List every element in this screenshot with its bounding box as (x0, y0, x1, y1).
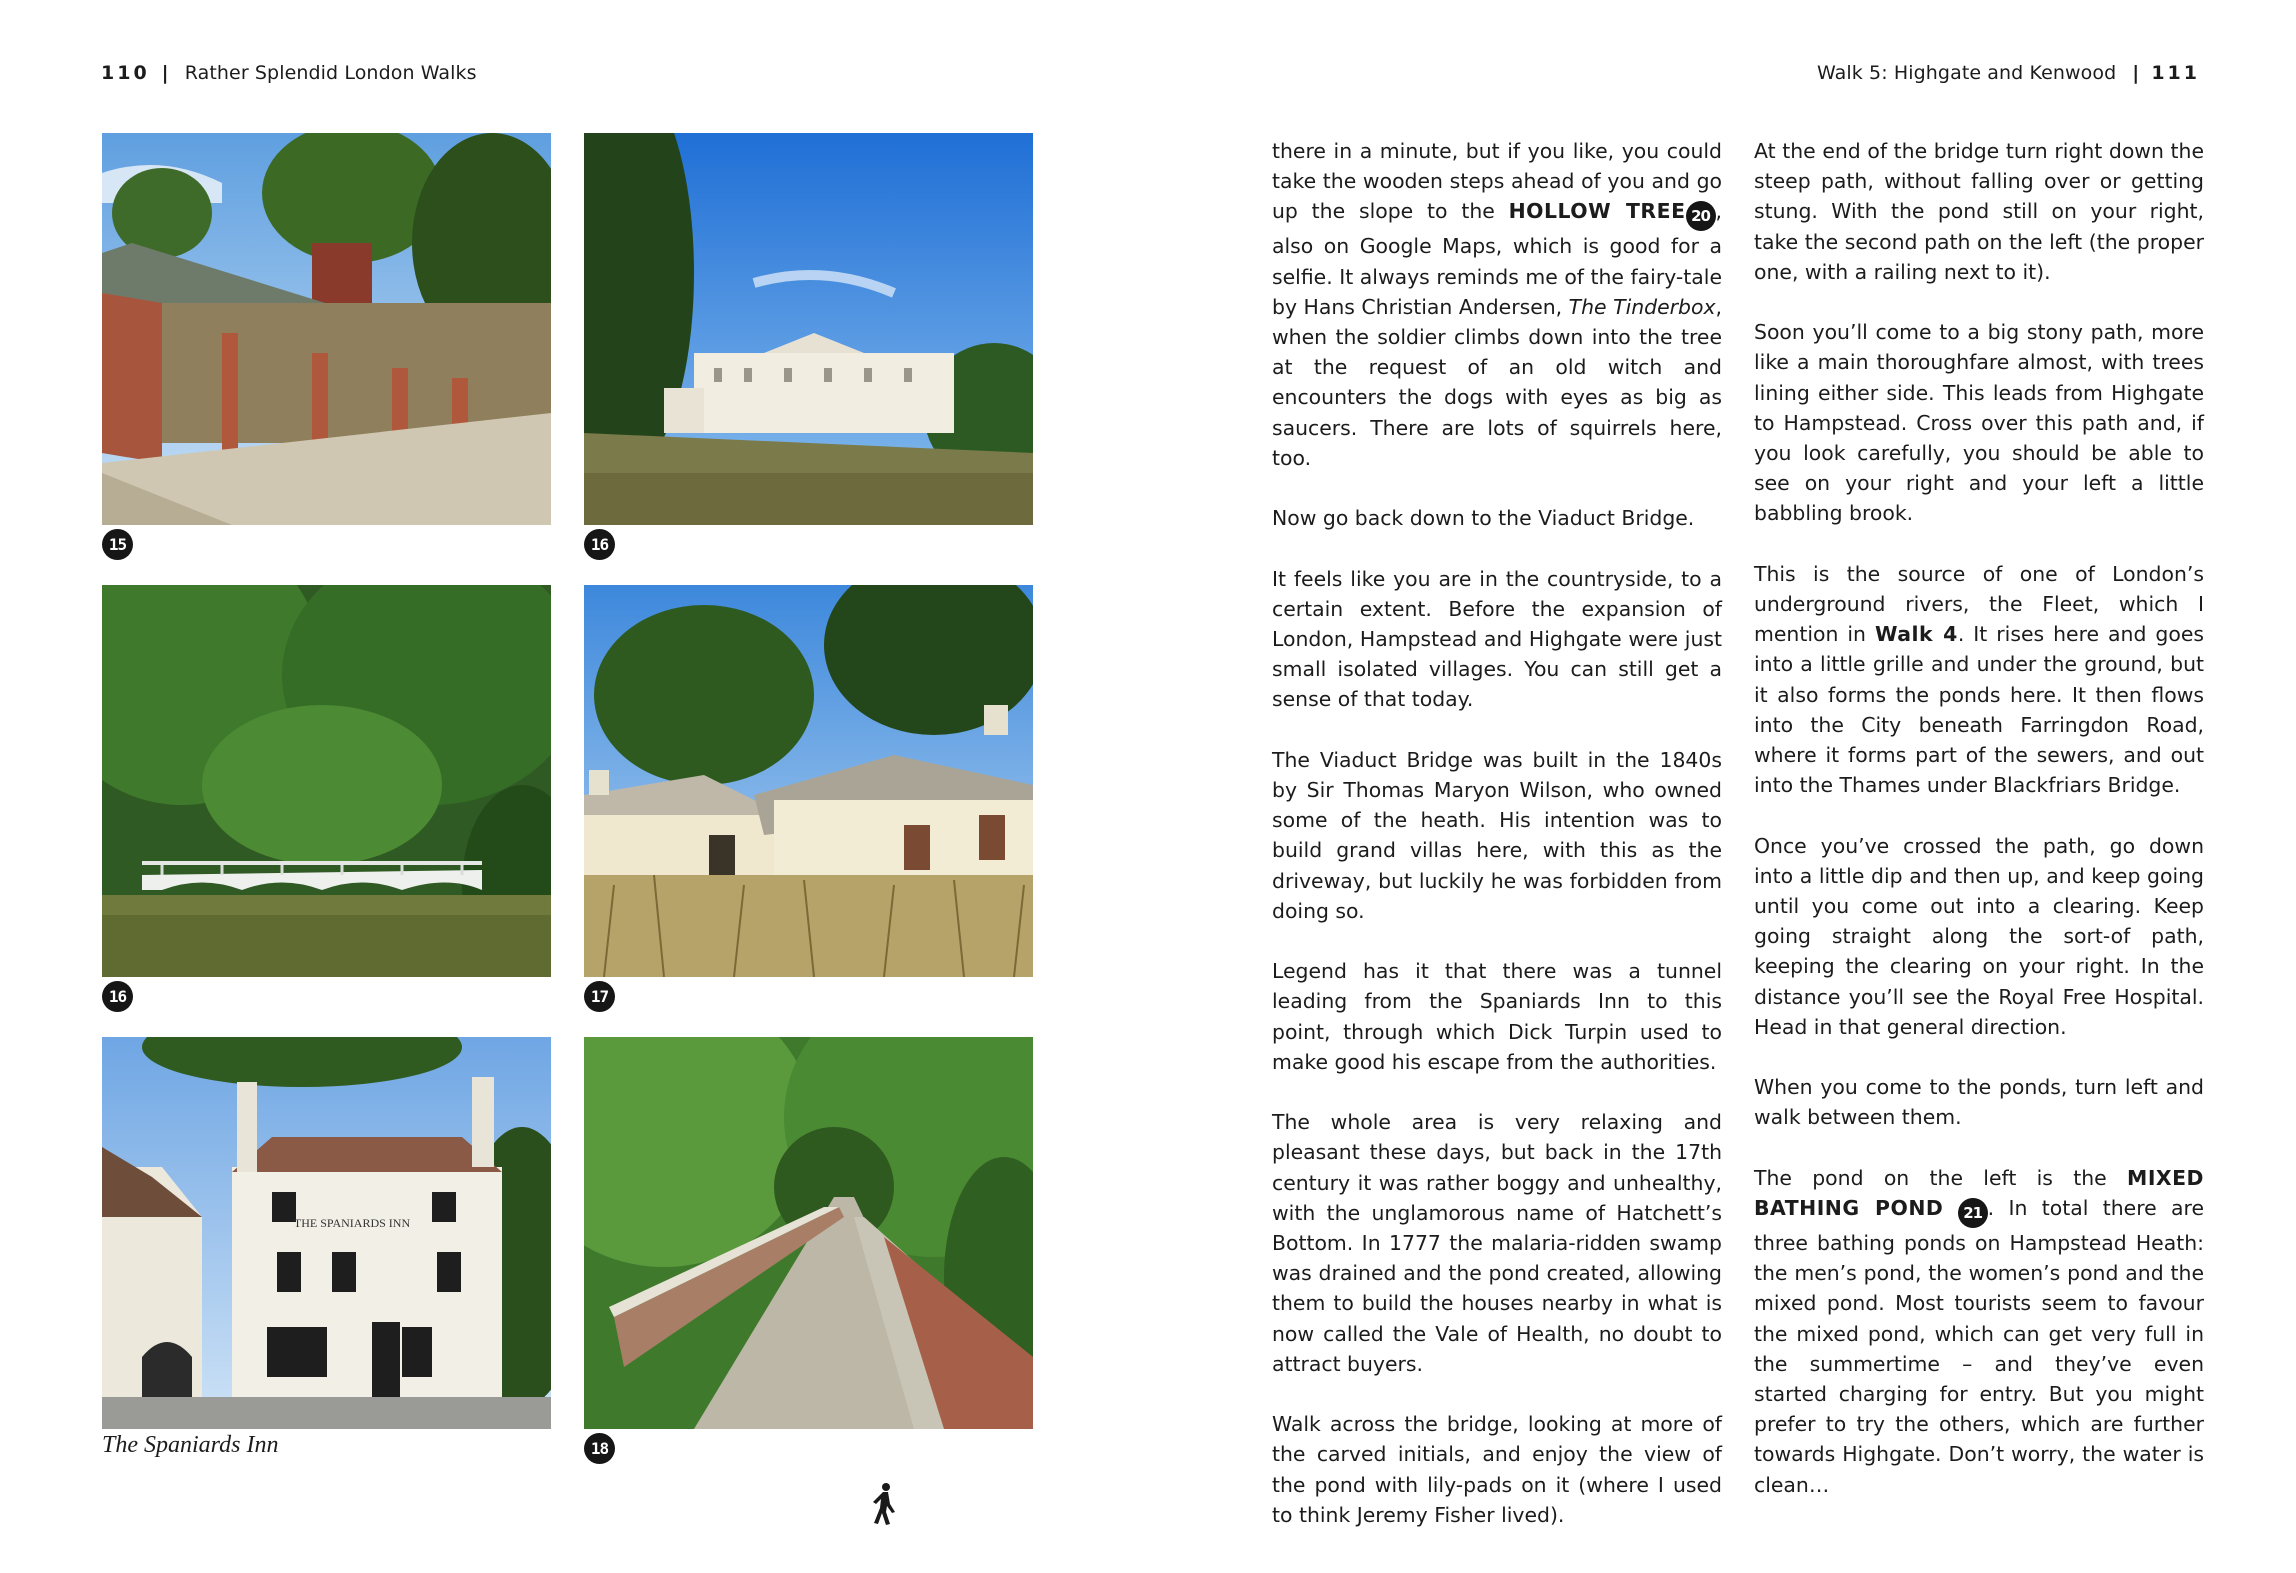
photo-number-badge: 18 (584, 1433, 615, 1464)
walking-man-icon (870, 1482, 898, 1526)
right-page-number: 111 (2151, 62, 2200, 84)
right-page-header (1817, 62, 2200, 84)
paragraph: At the end of the bridge turn right down the steep path, without falling over or getting stung. With the pond still on your right, take the second path on the left (the proper one, with a railing next to it). (1754, 139, 2204, 284)
photo-bridge-path (584, 1037, 1033, 1429)
photo-caption: The Spaniards Inn (102, 1432, 279, 1458)
svg-text:THE SPANIARDS INN: THE SPANIARDS INN (293, 1216, 411, 1230)
photo-kenwood-house (584, 133, 1033, 525)
paragraph: Walk across the bridge, looking at more of the carved initials, and enjoy the view of the pond with lily-pads on it (where I used to think Jeremy Fisher lived). (1272, 1412, 1722, 1527)
location-number-badge: 21 (1958, 1198, 1988, 1228)
book-title-italic: The Tinderbox (1568, 294, 1716, 319)
paragraph: This is the source of one of London’s underground rivers, the Fleet, which I mention in Walk 4. It rises here and goes into a little grille and under the ground, but it also forms the ponds here. It then flows into the City beneath Farringdon Road, where it forms part of the sewers, and out into the Thames under Blackfriars Bridge. (1754, 561, 2204, 798)
header-divider: | (161, 62, 169, 84)
left-page-number: 110 (101, 62, 150, 84)
photo-number-badge: 15 (102, 529, 133, 560)
paragraph: The whole area is very relaxing and pleasant these days, but back in the 17th century it was rather boggy and unhealthy, with the unglamorous name of Hatchett’s Bottom. In 1777 the malaria-ridden swamp was drained and the pond created, allowing them to build the houses nearby in what is now called the Vale of Health, no doubt to attract buyers. (1272, 1110, 1722, 1376)
book-title: Rather Splendid London Walks (184, 62, 477, 84)
paragraph: Legend has it that there was a tunnel leading from the Spaniards Inn to this point, through which Dick Turpin used to make good his escape from the authorities. (1272, 959, 1722, 1074)
location-number-badge: 20 (1686, 201, 1716, 231)
text-column-right (1754, 136, 2204, 1530)
text-column-left (1272, 136, 1722, 1560)
paragraph: Once you’ve crossed the path, go down into a little dip and then up, and keep going until you come out into a clearing. Keep going straight along the sort-of path, keeping the clearing on your right. In the distance you’ll see the Royal Free Hospital. Head in that general direction. (1754, 833, 2204, 1039)
photo-spaniards-inn (102, 1037, 551, 1429)
header-divider: | (2132, 62, 2140, 84)
mixed-bathing-pond-label: MIXED BATHING POND (1754, 1165, 2204, 1221)
paragraph: It feels like you are in the countryside, to a certain extent. Before the expansion of London, Hampstead and Highgate were just small isolated villages. You can still get a sense of that today. (1272, 566, 1722, 712)
photo-number-badge: 16 (584, 529, 615, 560)
photo-cottages (584, 585, 1033, 977)
paragraph: Soon you’ll come to a big stony path, more like a main thoroughfare almost, with trees lining either side. This leads from Highgate to Hampstead. Cross over this path and, if you look carefully, you should be able to see on your right and your left a little babbling brook. (1754, 320, 2204, 526)
walk-reference: Walk 4 (1874, 622, 1958, 647)
photo-number-badge: 16 (102, 981, 133, 1012)
paragraph: there in a minute, but if you like, you could take the wooden steps ahead of you and go up the slope to the HOLLOW TREE 20 , also on Google Maps, which is good for a selfie. It always reminds me of the fairy-tale by Hans Christian Andersen, The Tinderbox, when the soldier climbs down into the tree at the request of an old witch and encounters the dogs with eyes as big as saucers. There are lots of squirrels here, too. (1272, 139, 1722, 470)
paragraph: The Viaduct Bridge was built in the 1840s by Sir Thomas Maryon Wilson, who owned some of the heath. His intention was to build grand villas here, with this as the driveway, but luckily he was forbidden from doing so. (1272, 747, 1722, 923)
hollow-tree-label: HOLLOW TREE (1508, 199, 1686, 224)
paragraph: Now go back down to the Viaduct Bridge. (1272, 506, 1695, 531)
photo-viaduct-bridge (102, 585, 551, 977)
photo-stables (102, 133, 551, 525)
left-page-header (101, 62, 477, 84)
paragraph: The pond on the left is the MIXED BATHING POND 21 . In total there are three bathing ponds on Hampstead Heath: the men’s pond, the women’s pond and the mixed pond. Most tourists seem to favour the mixed pond, which can get very full in the summertime – and they’ve even started charging for entry. But you might prefer to try the others, which are further towards Highgate. Don’t worry, the water is clean… (1754, 1165, 2204, 1497)
chapter-title: Walk 5: Highgate and Kenwood (1816, 62, 2117, 84)
photo-number-badge: 17 (584, 981, 615, 1012)
paragraph: When you come to the ponds, turn left and walk between them. (1754, 1075, 2204, 1130)
